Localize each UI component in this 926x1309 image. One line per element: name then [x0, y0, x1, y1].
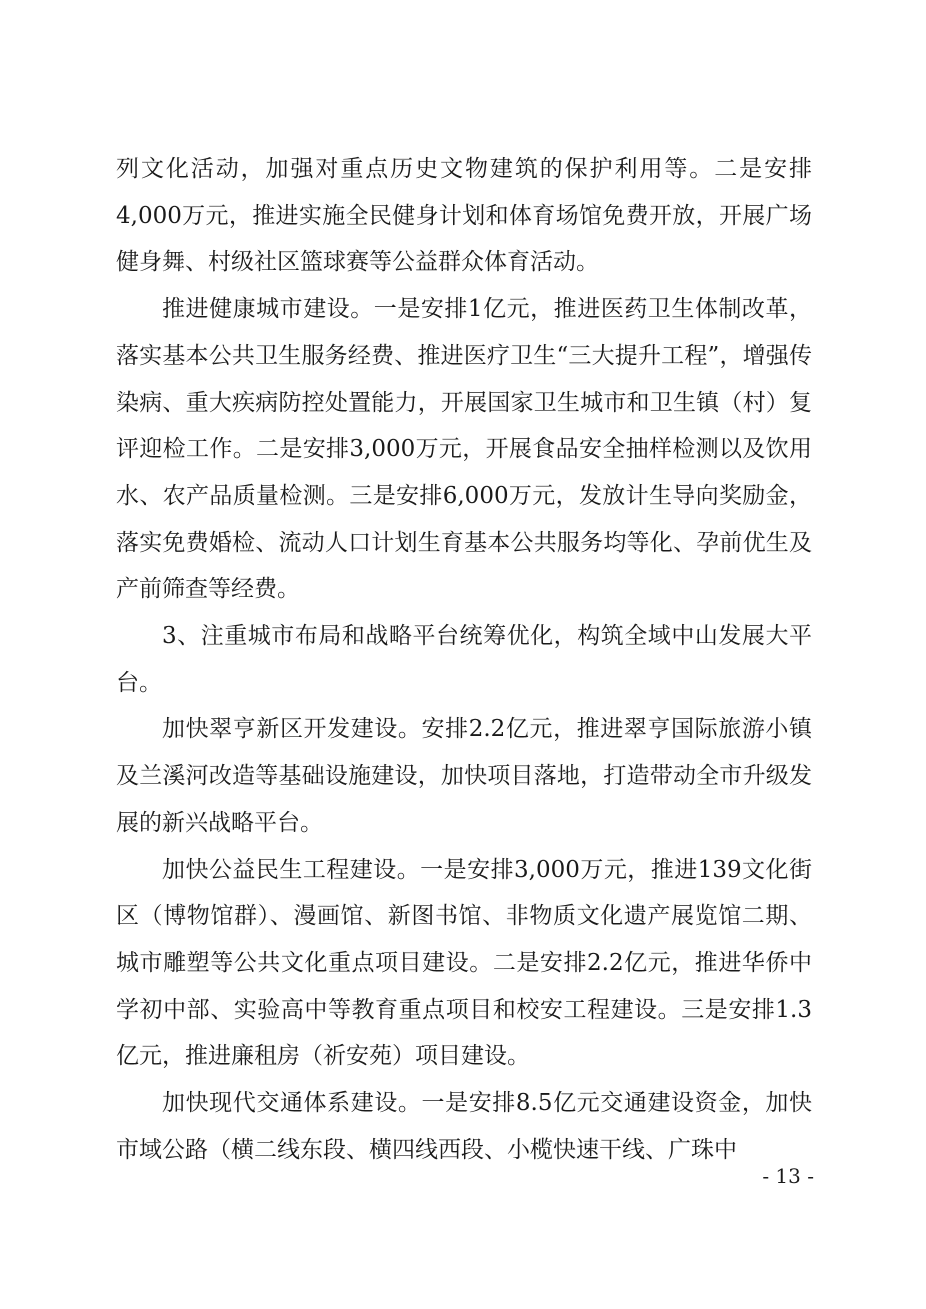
section-heading-urban-layout: 3、注重城市布局和战略平台统筹优化，构筑全域中山发展大平台。 [116, 623, 812, 696]
page-number: - 13 - [762, 1164, 814, 1188]
paragraph-public-welfare-projects: 加快公益民生工程建设。一是安排3,000万元，推进139文化街区（博物馆群）、漫画馆、新图书馆、非物质文化遗产展览馆二期、城市雕塑等公共文化重点项目建设。二是安排2.2亿元，推进华侨中学初中部、实验高中等教育重点项目和校安工程建设。三是安排1.3亿元，推进廉租房（祈安苑）项目建设。 [116, 856, 812, 1070]
paragraph-transport-system: 加快现代交通体系建设。一是安排8.5亿元交通建设资金，加快市域公路（横二线东段、横四线西段、小榄快速干线、广珠中 [116, 1090, 812, 1163]
body-text [116, 146, 812, 1173]
paragraph-healthy-city: 推进健康城市建设。一是安排1亿元，推进医药卫生体制改革，落实基本公共卫生服务经费、推进医疗卫生“三大提升工程”，增强传染病、重大疾病防控处置能力，开展国家卫生城市和卫生镇（村）复评迎检工作。二是安排3,000万元，开展食品安全抽样检测以及饮用水、农产品质量检测。三是安排6,000万元，发放计生导向奖励金，落实免费婚检、流动人口计划生育基本公共服务均等化、孕前优生及产前筛查等经费。 [116, 296, 812, 603]
paragraph-culture-sports: 列文化活动，加强对重点历史文物建筑的保护利用等。二是安排4,000万元，推进实施全民健身计划和体育场馆免费开放，开展广场健身舞、村级社区篮球赛等公益群众体育活动。 [116, 156, 812, 276]
paragraph-cuiheng-new-area: 加快翠亨新区开发建设。安排2.2亿元，推进翠亨国际旅游小镇及兰溪河改造等基础设施建设，加快项目落地，打造带动全市升级发展的新兴战略平台。 [116, 716, 812, 836]
